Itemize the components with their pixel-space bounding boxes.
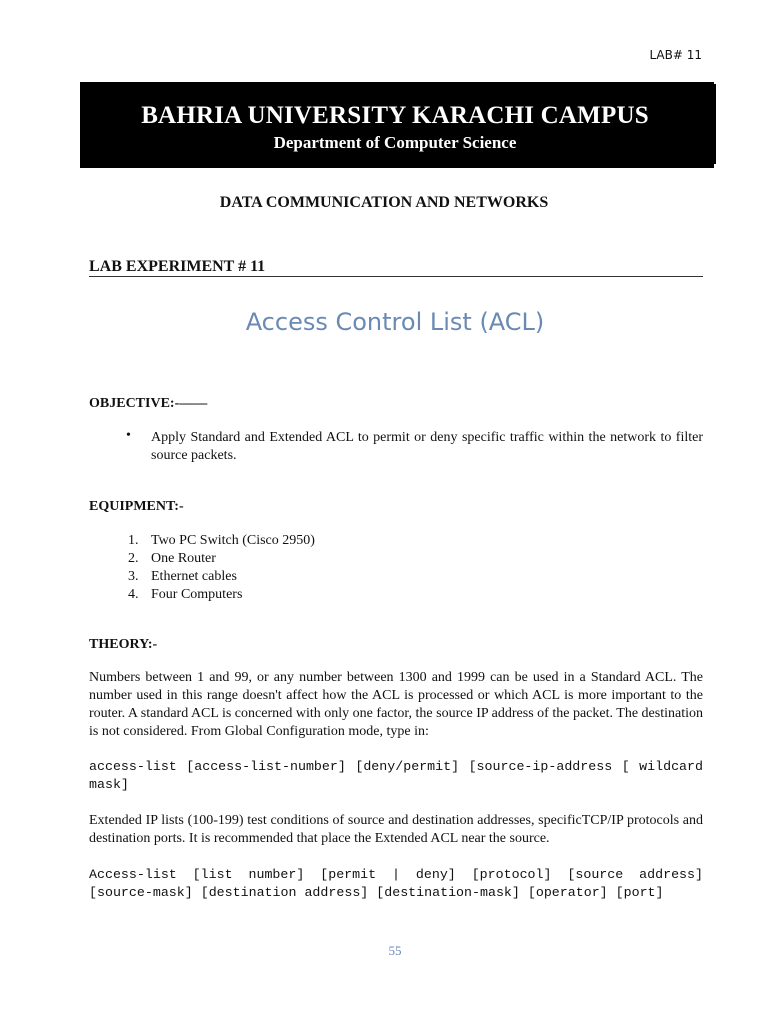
list-number: 2.	[128, 551, 139, 566]
list-item	[128, 532, 315, 550]
experiment-heading: LAB EXPERIMENT # 11	[89, 258, 266, 275]
heading-divider	[89, 276, 703, 277]
university-name: BAHRIA UNIVERSITY KARACHI CAMPUS	[141, 102, 649, 129]
list-text: Ethernet cables	[151, 569, 237, 584]
objective-heading: OBJECTIVE:-——	[89, 396, 208, 411]
page-number: 55	[388, 943, 402, 958]
code-standard-acl: access-list [access-list-number] [deny/permit] [source-ip-address [ wildcard mask]	[89, 759, 703, 792]
theory-paragraph-extended-acl: Extended IP lists (100-199) test conditions of source and destination addresses, specificTCP/IP protocols and destination ports. It is recommended that place the Extended ACL near the source.	[89, 813, 703, 846]
list-item	[128, 586, 315, 604]
equipment-heading: EQUIPMENT:-	[89, 499, 184, 514]
list-number: 3.	[128, 569, 139, 584]
list-number: 4.	[128, 587, 139, 602]
list-number: 1.	[128, 533, 139, 548]
list-text: Four Computers	[151, 587, 243, 602]
department-name: Department of Computer Science	[273, 133, 517, 152]
course-title: DATA COMMUNICATION AND NETWORKS	[219, 194, 549, 211]
list-text: One Router	[151, 551, 216, 566]
list-item	[128, 568, 315, 586]
topic-title: Access Control List (ACL)	[245, 308, 545, 336]
objective-bullet: Apply Standard and Extended ACL to permit or deny specific traffic within the network to filter source packets.	[151, 430, 703, 463]
equipment-list	[128, 532, 315, 604]
bullet-dot-icon: •	[126, 428, 131, 443]
theory-paragraph-standard-acl: Numbers between 1 and 99, or any number between 1300 and 1999 can be used in a Standard ACL. The number used in this range doesn't affect how the ACL is processed or which ACL is more important to the router. A standard ACL is concerned with only one factor, the source IP address of the packet. The destination is not considered. From Global Configuration mode, type in:	[89, 670, 703, 739]
list-item	[128, 550, 315, 568]
theory-heading: THEORY:-	[89, 637, 158, 652]
university-banner	[80, 82, 714, 168]
code-extended-acl: Access-list [list number] [permit | deny] [protocol] [source address] [source-mask] [destination address] [destination-mask] [operator] [port]	[89, 867, 703, 900]
list-text: Two PC Switch (Cisco 2950)	[151, 533, 315, 548]
lab-number-tag: LAB# 11	[649, 48, 702, 62]
